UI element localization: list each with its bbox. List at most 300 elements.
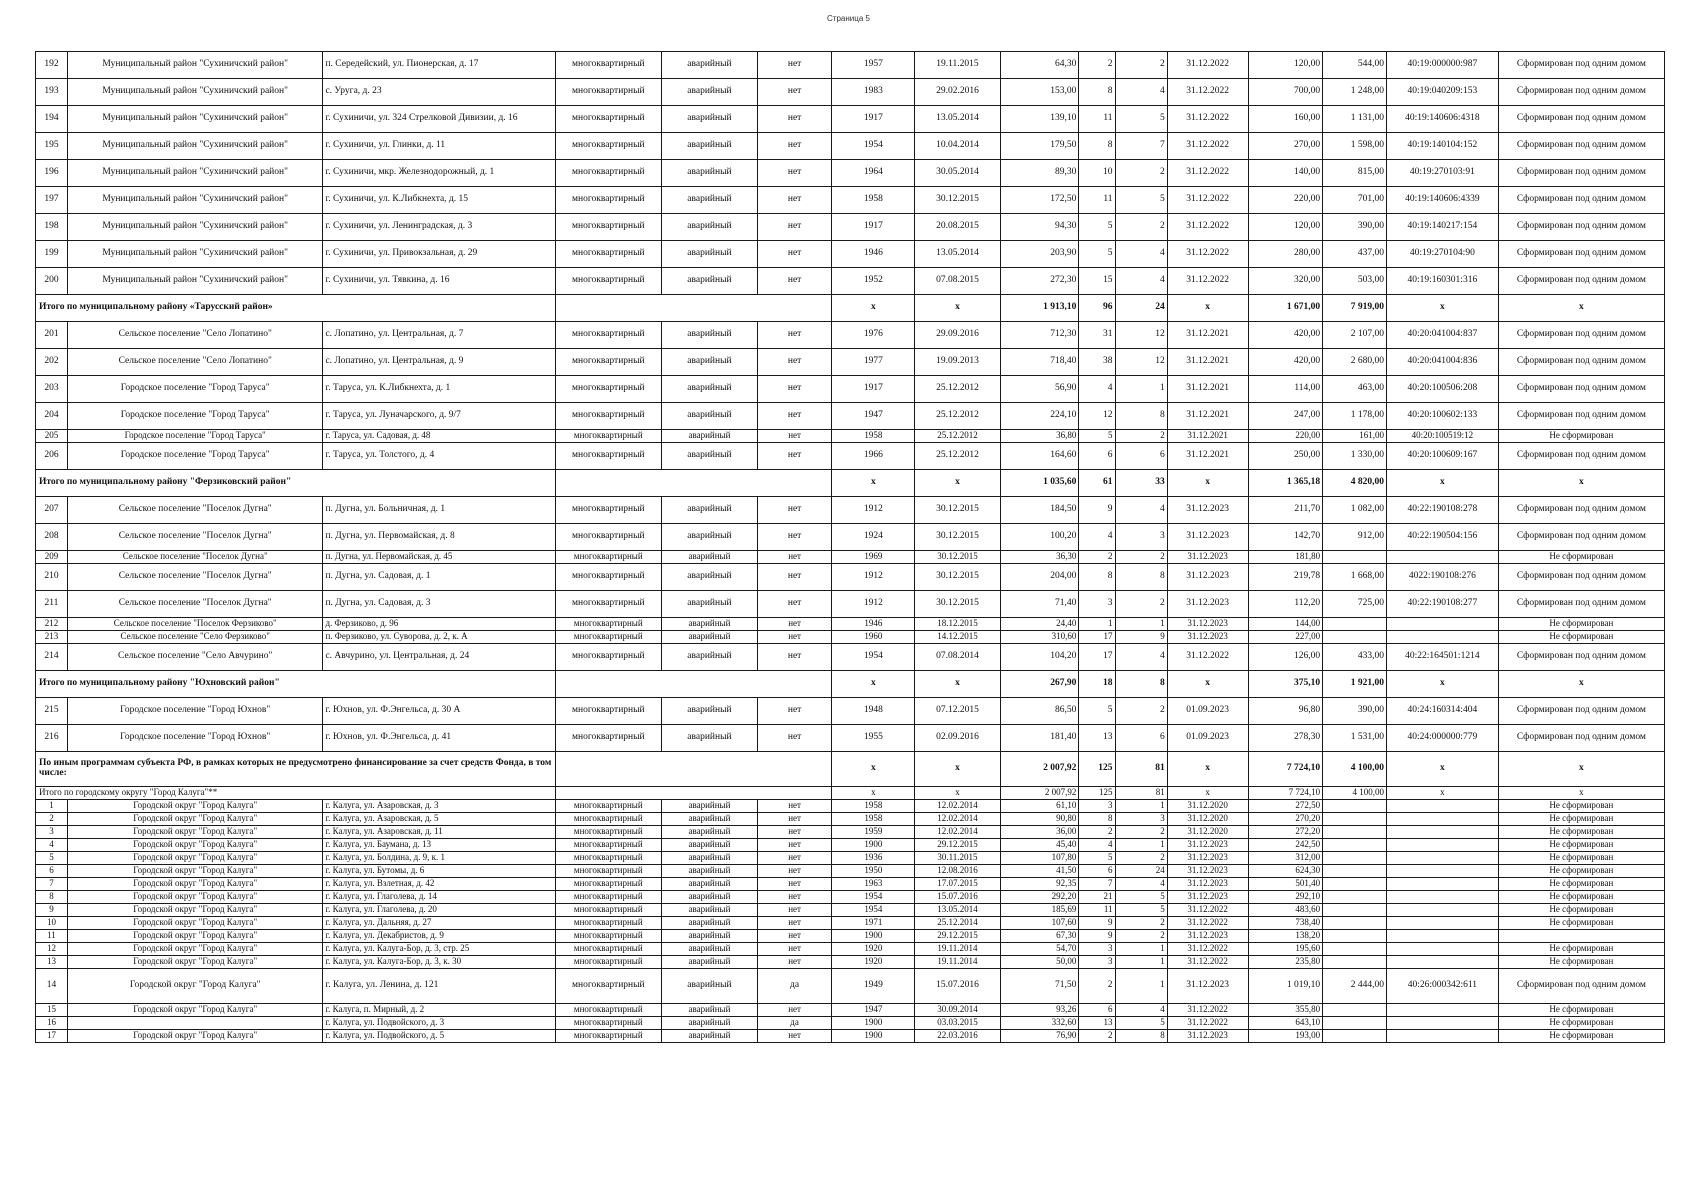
table-cell: Городской округ "Город Калуга"	[67, 800, 323, 813]
table-cell: нет	[757, 698, 832, 725]
table-cell: 272,30	[1000, 268, 1079, 295]
table-cell: Не сформирован	[1498, 852, 1664, 865]
table-cell: 390,00	[1323, 214, 1387, 241]
table-cell: 29.12.2015	[915, 839, 1000, 852]
table-cell: 8	[1079, 79, 1115, 106]
table-cell: нет	[757, 133, 832, 160]
table-cell: 1947	[832, 403, 915, 430]
table-cell: 216	[36, 725, 68, 752]
table-cell: 22.03.2016	[915, 1030, 1000, 1043]
table-cell: п. Дугна, ул. Первомайская, д. 45	[323, 551, 555, 564]
table-cell: многоквартирный	[555, 187, 661, 214]
table-cell: 280,00	[1248, 241, 1323, 268]
table-cell: 40:26:000342:611	[1386, 969, 1498, 1004]
table-cell: 718,40	[1000, 349, 1079, 376]
table-cell: 1900	[832, 839, 915, 852]
table-cell: 31.12.2021	[1167, 403, 1248, 430]
table-cell: 12.02.2014	[915, 800, 1000, 813]
table-cell: 6	[1115, 725, 1167, 752]
table-cell: многоквартирный	[555, 852, 661, 865]
table-cell: 1924	[832, 524, 915, 551]
table-cell: 40:20:100609:167	[1386, 443, 1498, 470]
table-cell: 235,80	[1248, 956, 1323, 969]
table-cell: 61,10	[1000, 800, 1079, 813]
table-cell: Сельское поселение "Село Ферзиково"	[67, 631, 323, 644]
table-cell: 9	[1115, 631, 1167, 644]
table-cell: 1	[1115, 800, 1167, 813]
table-cell: 1958	[832, 430, 915, 443]
table-cell: 701,00	[1323, 187, 1387, 214]
table-cell: да	[757, 1017, 832, 1030]
table-cell: Городской округ "Город Калуга"	[67, 839, 323, 852]
table-cell: аварийный	[662, 698, 758, 725]
table-cell: аварийный	[662, 826, 758, 839]
table-cell: Сформирован под одним домом	[1498, 591, 1664, 618]
table-cell: Сельское поселение "Поселок Дугна"	[67, 564, 323, 591]
table-cell: 1946	[832, 241, 915, 268]
table-cell: 40:20:100519:12	[1386, 430, 1498, 443]
table-row	[36, 349, 1665, 376]
table-cell: 31.12.2023	[1167, 1030, 1248, 1043]
table-cell: Городское поселение "Город Таруса"	[67, 403, 323, 430]
table-cell: 203	[36, 376, 68, 403]
table-cell: нет	[757, 52, 832, 79]
table-cell: 8	[1079, 133, 1115, 160]
table-cell: Городской округ "Город Калуга"	[67, 891, 323, 904]
summary-cell: 267,90	[1000, 671, 1079, 698]
table-cell: Муниципальный район "Сухиничский район"	[67, 160, 323, 187]
table-cell: 40:24:000000:779	[1386, 725, 1498, 752]
summary-cell: x	[1167, 295, 1248, 322]
table-cell: г. Сухиничи, ул. К.Либкнехта, д. 15	[323, 187, 555, 214]
table-cell: Не сформирован	[1498, 826, 1664, 839]
summary-cell: x	[1498, 787, 1664, 800]
summary-cell: 33	[1115, 470, 1167, 497]
table-cell: 16	[36, 1017, 68, 1030]
summary-cell: 1 913,10	[1000, 295, 1079, 322]
table-row	[36, 1030, 1665, 1043]
table-cell: Сформирован под одним домом	[1498, 725, 1664, 752]
table-cell: Сформирован под одним домом	[1498, 403, 1664, 430]
table-row	[36, 591, 1665, 618]
table-cell: 144,00	[1248, 618, 1323, 631]
table-cell: нет	[757, 551, 832, 564]
table-cell: г. Сухиничи, мкр. Железнодорожный, д. 1	[323, 160, 555, 187]
table-cell	[1323, 904, 1387, 917]
housing-registry-table	[35, 51, 1665, 1043]
table-cell: Городской округ "Город Калуга"	[67, 930, 323, 943]
table-cell: многоквартирный	[555, 969, 661, 1004]
table-cell: 5	[1079, 241, 1115, 268]
table-cell: 1 248,00	[1323, 79, 1387, 106]
table-cell: аварийный	[662, 891, 758, 904]
table-cell: Городской округ "Город Калуга"	[67, 917, 323, 930]
table-cell: 13.05.2014	[915, 241, 1000, 268]
table-cell: 8	[1079, 813, 1115, 826]
table-cell: 3	[1079, 800, 1115, 813]
summary-cell: 125	[1079, 787, 1115, 800]
table-cell: Сформирован под одним домом	[1498, 524, 1664, 551]
table-cell: 25.12.2014	[915, 917, 1000, 930]
table-cell: 1	[1115, 376, 1167, 403]
table-cell: 56,90	[1000, 376, 1079, 403]
table-cell: 12	[1079, 403, 1115, 430]
table-cell	[1386, 865, 1498, 878]
table-cell: г. Калуга, ул. Калуга-Бор, д. 3, к. 30	[323, 956, 555, 969]
table-cell: г. Сухиничи, ул. Привокзальная, д. 29	[323, 241, 555, 268]
table-cell: Муниципальный район "Сухиничский район"	[67, 187, 323, 214]
table-cell: нет	[757, 376, 832, 403]
table-cell: 242,50	[1248, 839, 1323, 852]
table-cell: Городской округ "Город Калуга"	[67, 865, 323, 878]
table-cell: 86,50	[1000, 698, 1079, 725]
table-cell: 114,00	[1248, 376, 1323, 403]
table-cell: Не сформирован	[1498, 800, 1664, 813]
table-cell: 40:19:270103:91	[1386, 160, 1498, 187]
table-cell: многоквартирный	[555, 725, 661, 752]
table-cell: 31.12.2023	[1167, 631, 1248, 644]
table-cell: 120,00	[1248, 52, 1323, 79]
table-row	[36, 839, 1665, 852]
table-cell: 912,00	[1323, 524, 1387, 551]
table-cell: 17.07.2015	[915, 878, 1000, 891]
table-cell: г. Сухиничи, ул. 324 Стрелковой Дивизии, д. 16	[323, 106, 555, 133]
table-cell: многоквартирный	[555, 878, 661, 891]
table-cell: 30.11.2015	[915, 852, 1000, 865]
table-row	[36, 430, 1665, 443]
summary-cell: x	[1386, 671, 1498, 698]
table-cell	[1323, 891, 1387, 904]
table-cell: 24	[1115, 865, 1167, 878]
table-cell: 1971	[832, 917, 915, 930]
table-cell: 1958	[832, 800, 915, 813]
table-cell: 194	[36, 106, 68, 133]
table-cell: аварийный	[662, 591, 758, 618]
table-cell: 31.12.2022	[1167, 187, 1248, 214]
table-cell: 142,70	[1248, 524, 1323, 551]
summary-cell: x	[1167, 752, 1248, 787]
table-cell: 5	[1079, 852, 1115, 865]
table-cell: 31.12.2023	[1167, 564, 1248, 591]
table-cell: Сельское поселение "Поселок Дугна"	[67, 497, 323, 524]
table-cell: Сформирован под одним домом	[1498, 241, 1664, 268]
table-cell: 437,00	[1323, 241, 1387, 268]
summary-cell: 18	[1079, 671, 1115, 698]
table-cell: аварийный	[662, 268, 758, 295]
summary-label: Итого по муниципальному району «Тарусский район»	[36, 295, 556, 322]
table-cell: 31.12.2022	[1167, 79, 1248, 106]
table-cell: 1954	[832, 133, 915, 160]
table-cell: 40:19:270104:90	[1386, 241, 1498, 268]
table-cell: г. Калуга, ул. Болдина, д. 9, к. 1	[323, 852, 555, 865]
table-cell: 624,30	[1248, 865, 1323, 878]
table-cell: 164,60	[1000, 443, 1079, 470]
table-cell: Не сформирован	[1498, 1017, 1664, 1030]
table-cell: 1 178,00	[1323, 403, 1387, 430]
table-cell: Сформирован под одним домом	[1498, 160, 1664, 187]
table-cell: п. Ферзиково, ул. Суворова, д. 2, к. А	[323, 631, 555, 644]
table-cell: 355,80	[1248, 1004, 1323, 1017]
table-cell: многоквартирный	[555, 930, 661, 943]
table-cell: 205	[36, 430, 68, 443]
summary-cell: x	[832, 671, 915, 698]
table-cell: Не сформирован	[1498, 839, 1664, 852]
table-cell: многоквартирный	[555, 79, 661, 106]
table-cell: г. Калуга, п. Мирный, д. 2	[323, 1004, 555, 1017]
table-cell: 30.12.2015	[915, 524, 1000, 551]
table-cell: 503,00	[1323, 268, 1387, 295]
table-cell: 1 019,10	[1248, 969, 1323, 1004]
table-cell: Муниципальный район "Сухиничский район"	[67, 241, 323, 268]
table-cell: 31.12.2022	[1167, 956, 1248, 969]
table-cell: 45,40	[1000, 839, 1079, 852]
table-cell: многоквартирный	[555, 322, 661, 349]
table-cell: г. Калуга, ул. Азаровская, д. 3	[323, 800, 555, 813]
table-cell: 1	[1115, 943, 1167, 956]
table-cell: нет	[757, 956, 832, 969]
table-cell: 12.08.2016	[915, 865, 1000, 878]
table-cell: 12.02.2014	[915, 813, 1000, 826]
table-cell: г. Калуга, ул. Глаголева, д. 14	[323, 891, 555, 904]
table-cell: 201	[36, 322, 68, 349]
table-cell: аварийный	[662, 800, 758, 813]
table-cell: многоквартирный	[555, 891, 661, 904]
table-row	[36, 106, 1665, 133]
table-cell: аварийный	[662, 349, 758, 376]
table-row	[36, 800, 1665, 813]
table-cell: 2	[1115, 430, 1167, 443]
table-cell: Сформирован под одним домом	[1498, 322, 1664, 349]
table-cell: 2	[1079, 551, 1115, 564]
table-cell: 6	[1079, 1004, 1115, 1017]
table-cell: аварийный	[662, 1030, 758, 1043]
summary-blank	[555, 295, 832, 322]
table-cell: Сформирован под одним домом	[1498, 497, 1664, 524]
table-cell: 1917	[832, 106, 915, 133]
summary-label: Итого по муниципальному району "Ферзиковский район"	[36, 470, 556, 497]
table-cell: 1966	[832, 443, 915, 470]
table-cell: многоквартирный	[555, 241, 661, 268]
table-cell: 15.07.2016	[915, 891, 1000, 904]
table-cell: г. Калуга, ул. Ленина, д. 121	[323, 969, 555, 1004]
table-cell: 2	[1115, 214, 1167, 241]
table-cell: Сельское поселение "Поселок Дугна"	[67, 524, 323, 551]
table-cell: многоквартирный	[555, 865, 661, 878]
table-cell: Сельское поселение "Село Авчурино"	[67, 644, 323, 671]
table-cell: 17	[1079, 644, 1115, 671]
table-cell: 17	[36, 1030, 68, 1043]
summary-cell: x	[915, 671, 1000, 698]
table-cell: 07.08.2014	[915, 644, 1000, 671]
table-cell: 139,10	[1000, 106, 1079, 133]
table-cell: Сформирован под одним домом	[1498, 133, 1664, 160]
table-cell: 1947	[832, 1004, 915, 1017]
table-cell: 208	[36, 524, 68, 551]
table-cell: 10.04.2014	[915, 133, 1000, 160]
table-cell: 712,30	[1000, 322, 1079, 349]
table-cell: п. Середейский, ул. Пионерская, д. 17	[323, 52, 555, 79]
table-cell: 1950	[832, 865, 915, 878]
table-cell: 90,80	[1000, 813, 1079, 826]
table-cell: 198	[36, 214, 68, 241]
table-cell: 5	[1079, 430, 1115, 443]
table-cell: 1917	[832, 214, 915, 241]
table-cell: да	[757, 969, 832, 1004]
table-cell: 2	[1115, 852, 1167, 865]
table-row	[36, 644, 1665, 671]
table-cell: 5	[1115, 891, 1167, 904]
table-cell: 272,50	[1248, 800, 1323, 813]
table-cell: 140,00	[1248, 160, 1323, 187]
table-cell: п. Дугна, ул. Садовая, д. 3	[323, 591, 555, 618]
table-cell: нет	[757, 497, 832, 524]
table-cell: 40:22:190504:156	[1386, 524, 1498, 551]
table-row	[36, 79, 1665, 106]
table-cell: п. Дугна, ул. Больничная, д. 1	[323, 497, 555, 524]
summary-cell: 4 100,00	[1323, 752, 1387, 787]
table-cell	[67, 1017, 323, 1030]
table-cell: 31.12.2022	[1167, 52, 1248, 79]
table-cell: 1	[1115, 969, 1167, 1004]
table-cell: 11	[36, 930, 68, 943]
table-cell: 203,90	[1000, 241, 1079, 268]
table-cell: нет	[757, 443, 832, 470]
table-cell: 1912	[832, 497, 915, 524]
table-cell: 36,30	[1000, 551, 1079, 564]
table-cell	[1386, 618, 1498, 631]
table-cell: 31.12.2022	[1167, 106, 1248, 133]
table-cell: Не сформирован	[1498, 917, 1664, 930]
table-cell: аварийный	[662, 930, 758, 943]
table-cell: 1 131,00	[1323, 106, 1387, 133]
table-cell: Не сформирован	[1498, 904, 1664, 917]
table-cell: 25.12.2012	[915, 430, 1000, 443]
table-cell: 1949	[832, 969, 915, 1004]
table-cell: 1958	[832, 813, 915, 826]
table-cell: аварийный	[662, 852, 758, 865]
table-cell: 463,00	[1323, 376, 1387, 403]
table-cell: 30.12.2015	[915, 497, 1000, 524]
table-cell: Городской округ "Город Калуга"	[67, 969, 323, 1004]
table-cell: г. Калуга, ул. Азаровская, д. 11	[323, 826, 555, 839]
table-cell: 31.12.2023	[1167, 930, 1248, 943]
table-row	[36, 52, 1665, 79]
table-cell: 31.12.2023	[1167, 865, 1248, 878]
table-row	[36, 631, 1665, 644]
table-cell: нет	[757, 930, 832, 943]
summary-cell: x	[1498, 752, 1664, 787]
table-cell: 2	[1115, 826, 1167, 839]
table-cell: 1912	[832, 564, 915, 591]
summary-cell: x	[832, 752, 915, 787]
table-cell: 71,50	[1000, 969, 1079, 1004]
table-cell: Городской округ "Город Калуга"	[67, 813, 323, 826]
table-cell: многоквартирный	[555, 839, 661, 852]
table-cell: многоквартирный	[555, 349, 661, 376]
table-cell: 199	[36, 241, 68, 268]
table-cell: 2	[1079, 969, 1115, 1004]
table-cell: 196	[36, 160, 68, 187]
summary-cell: 7 724,10	[1248, 752, 1323, 787]
table-cell: Не сформирован	[1498, 618, 1664, 631]
table-cell: Не сформирован	[1498, 631, 1664, 644]
table-cell: 3	[1079, 591, 1115, 618]
table-cell: 1954	[832, 644, 915, 671]
table-cell	[1386, 800, 1498, 813]
table-row	[36, 956, 1665, 969]
table-cell: 1 668,00	[1323, 564, 1387, 591]
table-row	[36, 878, 1665, 891]
table-cell: 92,35	[1000, 878, 1079, 891]
table-cell: Не сформирован	[1498, 878, 1664, 891]
table-cell: Сформирован под одним домом	[1498, 644, 1664, 671]
table-cell: Сформирован под одним домом	[1498, 698, 1664, 725]
table-cell: Не сформирован	[1498, 813, 1664, 826]
summary-cell: x	[915, 787, 1000, 800]
table-cell	[1323, 631, 1387, 644]
table-cell	[1386, 904, 1498, 917]
table-cell: г. Калуга, ул. Дальняя, д. 27	[323, 917, 555, 930]
table-row	[36, 725, 1665, 752]
table-cell: 8	[1079, 564, 1115, 591]
table-cell: 172,50	[1000, 187, 1079, 214]
table-cell: 40:19:000000:987	[1386, 52, 1498, 79]
table-cell: 1917	[832, 376, 915, 403]
table-cell: 3	[1115, 524, 1167, 551]
table-cell: многоквартирный	[555, 403, 661, 430]
table-cell: 433,00	[1323, 644, 1387, 671]
table-cell: аварийный	[662, 969, 758, 1004]
table-row	[36, 187, 1665, 214]
table-cell: аварийный	[662, 644, 758, 671]
table-cell: 89,30	[1000, 160, 1079, 187]
table-cell: 107,80	[1000, 852, 1079, 865]
table-cell: г. Калуга, ул. Бутомы, д. 6	[323, 865, 555, 878]
summary-row	[36, 295, 1665, 322]
table-cell: 29.09.2016	[915, 322, 1000, 349]
table-cell: 94,30	[1000, 214, 1079, 241]
table-cell: 1983	[832, 79, 915, 106]
table-cell: 292,10	[1248, 891, 1323, 904]
table-cell: с. Лопатино, ул. Центральная, д. 9	[323, 349, 555, 376]
summary-blank	[555, 671, 832, 698]
table-cell: 4022:190108:276	[1386, 564, 1498, 591]
table-cell: нет	[757, 826, 832, 839]
table-cell: 4	[1115, 497, 1167, 524]
summary-cell: 4 100,00	[1323, 787, 1387, 800]
table-row	[36, 852, 1665, 865]
summary-cell: x	[832, 295, 915, 322]
table-cell: г. Юхнов, ул. Ф.Энгельса, д. 41	[323, 725, 555, 752]
table-cell: 1	[1115, 839, 1167, 852]
table-cell: 4	[1115, 878, 1167, 891]
table-cell: 31.12.2023	[1167, 969, 1248, 1004]
summary-row	[36, 470, 1665, 497]
table-cell: многоквартирный	[555, 430, 661, 443]
table-row	[36, 322, 1665, 349]
table-cell: Сельское поселение "Село Лопатино"	[67, 349, 323, 376]
table-cell	[1386, 839, 1498, 852]
table-cell: многоквартирный	[555, 1004, 661, 1017]
table-cell	[1323, 917, 1387, 930]
table-cell: 4	[1079, 839, 1115, 852]
table-cell	[1386, 1004, 1498, 1017]
table-cell: Муниципальный район "Сухиничский район"	[67, 214, 323, 241]
table-cell: 31.12.2022	[1167, 160, 1248, 187]
table-cell: нет	[757, 564, 832, 591]
table-cell: Сформирован под одним домом	[1498, 564, 1664, 591]
table-cell: нет	[757, 322, 832, 349]
